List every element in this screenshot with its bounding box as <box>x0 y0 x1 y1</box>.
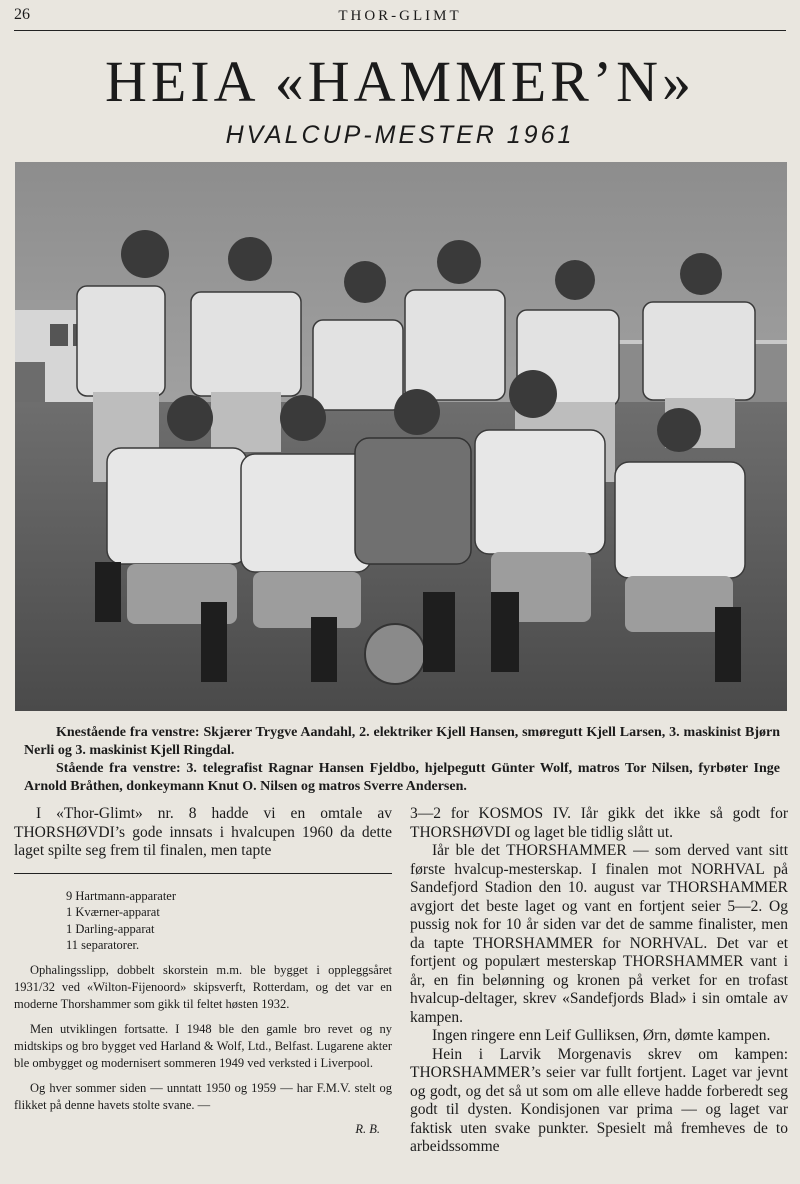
column-rule <box>14 873 392 874</box>
right-paragraph: Hein i Larvik Morgenavis skrev om kampen: THORSHAMMER’s seier var fullt fortjent. Laget var jevnt og godt, og det så ut som om alle elleve hadde forberedt seg godt til dysten. Kondisjonen var prima — og laget var faktisk uten svake punkter. Spesielt må fremheves de to arbeidssomme <box>410 1045 788 1155</box>
running-title: THOR-GLIMT <box>338 8 462 24</box>
history-paragraph: Men utviklingen fortsatte. I 1948 ble den gamle bro revet og ny midtskips og bro bygget ved Harland & Wolf, Ltd., Belfast. Lugarene akter ble ombygget og modernisert sommeren 1949 ved verksted i Liverpool. <box>14 1021 392 1070</box>
caption-standing: Stående fra venstre: 3. telegrafist Ragnar Hansen Fjeldbo, hjelpegutt Günter Wolf, matros Tor Nilsen, fyrbøter Inge Arnold Bråthen, donkeymann Knut O. Nilsen og matros Sverre Andersen. <box>24 761 780 794</box>
right-paragraph: Ingen ringere enn Leif Gulliksen, Ørn, dømte kampen. <box>432 1027 771 1044</box>
list-item: 1 Darling-apparat <box>66 921 155 936</box>
photo-caption <box>24 724 780 796</box>
history-paragraph: Ophalingsslipp, dobbelt skorstein m.m. ble bygget i oppleggsåret 1931/32 ved «Wilton-Fijenoord» skipsverft, Rotterdam, og det var en moderne Thorshammer som gikk til feltet høsten 1932. <box>14 962 392 1011</box>
header-rule <box>14 30 786 31</box>
history-paragraph: Og hver sommer siden — unntatt 1950 og 1959 — har F.M.V. stelt og flikket på denne havets stolte svane. — <box>14 1080 392 1112</box>
right-paragraph: 3—2 for KOSMOS IV. Iår gikk det ikke så godt for THORSHØVDI og laget ble tidlig slått ut. <box>410 805 788 841</box>
right-paragraph: Iår ble det THORSHAMMER — som derved vant sitt første hvalcup-mesterskap. I finalen mot NORHVAL på Sandefjord Stadion den 10. august var THORSHAMMER avgjort det beste laget og vant en fortjent seier 5—2. Og pussig nok for 10 år siden var det de samme finalister, men da tapte THORSHAMMER for NORHVAL. Det var et fortjent og populært mesterskap THORSHAMMER vant i år, en fin belønning og kronen på verket for en trofast hvalcup-deltager, skrev «Sandefjords Blad» i sin omtale av kampen. <box>410 842 788 1026</box>
history-text <box>14 962 392 1137</box>
team-photo <box>15 162 787 711</box>
list-item: 1 Kværner-apparat <box>66 905 160 919</box>
caption-kneeling: Knestående fra venstre: Skjærer Trygve Aandahl, 2. elektriker Kjell Hansen, smøregutt Kjell Larsen, 3. maskinist Bjørn Nerli og 3. maskinist Kjell Ringdal. <box>24 725 780 758</box>
list-item: 9 Hartmann-apparater <box>66 888 177 903</box>
article-subtitle: HVALCUP-MESTER 1961 <box>225 121 575 149</box>
right-column <box>410 805 788 1157</box>
left-intro-paragraph: I «Thor-Glimt» nr. 8 hadde vi en omtale av THORSHØVDI’s gode innsats i hvalcupen 1960 da dette laget spilte seg frem til finalen, men tapte <box>14 805 392 859</box>
equipment-list <box>66 888 392 954</box>
article-title: HEIA «HAMMER’N» <box>104 49 696 114</box>
signature: R. B. <box>355 1121 380 1136</box>
left-column <box>14 805 392 1137</box>
list-item: 11 separatorer. <box>66 938 140 952</box>
page-number: 26 <box>14 6 30 23</box>
page-header <box>14 6 786 30</box>
